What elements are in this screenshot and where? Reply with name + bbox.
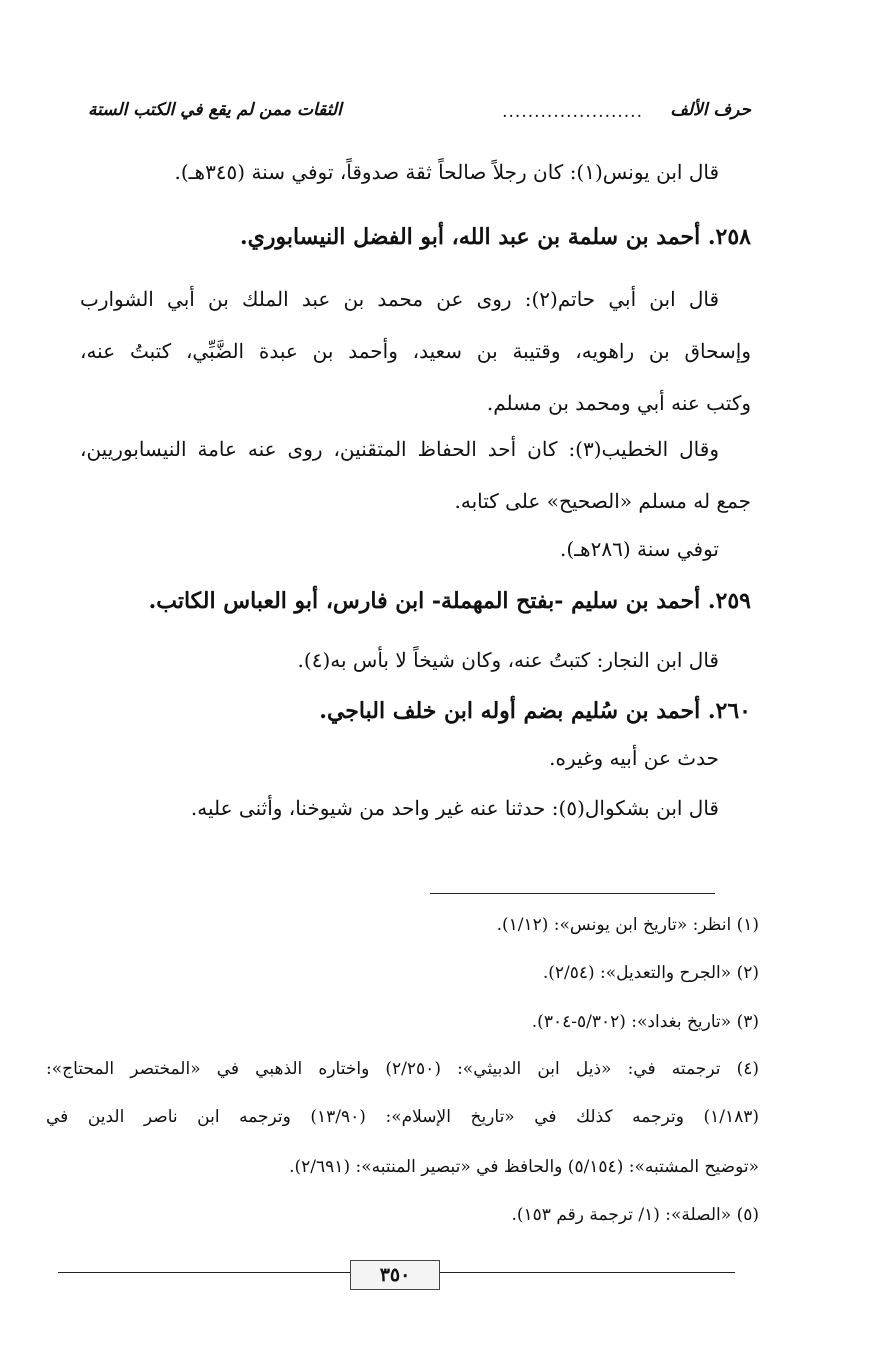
- footer-rule-left: [58, 1272, 350, 1273]
- text-line: وكتب عنه أبي ومحمد بن مسلم.: [486, 391, 751, 415]
- footer-rule-right: [440, 1272, 735, 1273]
- text-line: قال ابن بشكوال(٥): حدثنا عنه غير واحد من شيوخنا، وأثنى عليه.: [190, 796, 719, 820]
- entry-heading-259: ٢٥٩. أحمد بن سليم -بفتح المهملة- ابن فارس، أبو العباس الكاتب.: [148, 588, 751, 614]
- footnote-separator: [430, 893, 715, 894]
- text-line: جمع له مسلم «الصحيح» على كتابه.: [454, 489, 751, 513]
- text-line: حدث عن أبيه وغيره.: [549, 746, 719, 770]
- footnote: (٣) «تاريخ بغداد»: (٥/٣٠٢-٣٠٤).: [531, 1012, 759, 1032]
- entry-heading-260: ٢٦٠. أحمد بن سُليم بضم أوله ابن خلف الباجي.: [319, 698, 751, 724]
- header-dots: ......................: [502, 102, 643, 122]
- footnote-continuation: «توضيح المشتبه»: (٥/١٥٤) والحافظ في «تبصير المنتبه»: (٢/٦٩١).: [289, 1157, 759, 1177]
- text-line: وإسحاق بن راهويه، وقتيبة بن سعيد، وأحمد بن عبدة الضَّبِّي، كتبتُ عنه،: [80, 339, 751, 363]
- footnote-continuation: (١/١٨٣) وترجمه كذلك في «تاريخ الإسلام»: (١٣/٩٠) وترجمه ابن ناصر الدين في: [46, 1107, 759, 1127]
- entry-heading-258: ٢٥٨. أحمد بن سلمة بن عبد الله، أبو الفضل النيسابوري.: [240, 224, 751, 250]
- footnote: (٢) «الجرح والتعديل»: (٢/٥٤).: [542, 963, 759, 983]
- text-line: قال ابن أبي حاتم(٢): روى عن محمد بن عبد الملك بن أبي الشوارب: [80, 287, 719, 311]
- footnote: (٤) ترجمته في: «ذيل ابن الدبيثي»: (٢/٢٥٠) واختاره الذهبي في «المختصر المحتاج»:: [46, 1059, 759, 1079]
- text-line: قال ابن النجار: كتبتُ عنه، وكان شيخاً لا بأس به(٤).: [297, 648, 719, 672]
- footnote: (٥) «الصلة»: (١/ ترجمة رقم ١٥٣).: [511, 1205, 759, 1225]
- text-line: توفي سنة (٢٨٦هـ).: [560, 537, 719, 561]
- footnote: (١) انظر: «تاريخ ابن يونس»: (١/١٢).: [496, 915, 759, 935]
- chapter-title: حرف الألف: [670, 100, 751, 120]
- text-line: قال ابن يونس(١): كان رجلاً صالحاً ثقة صدوقاً، توفي سنة (٣٤٥هـ).: [174, 160, 719, 184]
- page-number: ٣٥٠: [350, 1260, 440, 1290]
- running-header: [88, 100, 751, 134]
- book-title: الثقات ممن لم يقع في الكتب الستة: [88, 100, 342, 120]
- text-line: وقال الخطيب(٣): كان أحد الحفاظ المتقنين، روى عنه عامة النيسابوريين،: [80, 437, 719, 461]
